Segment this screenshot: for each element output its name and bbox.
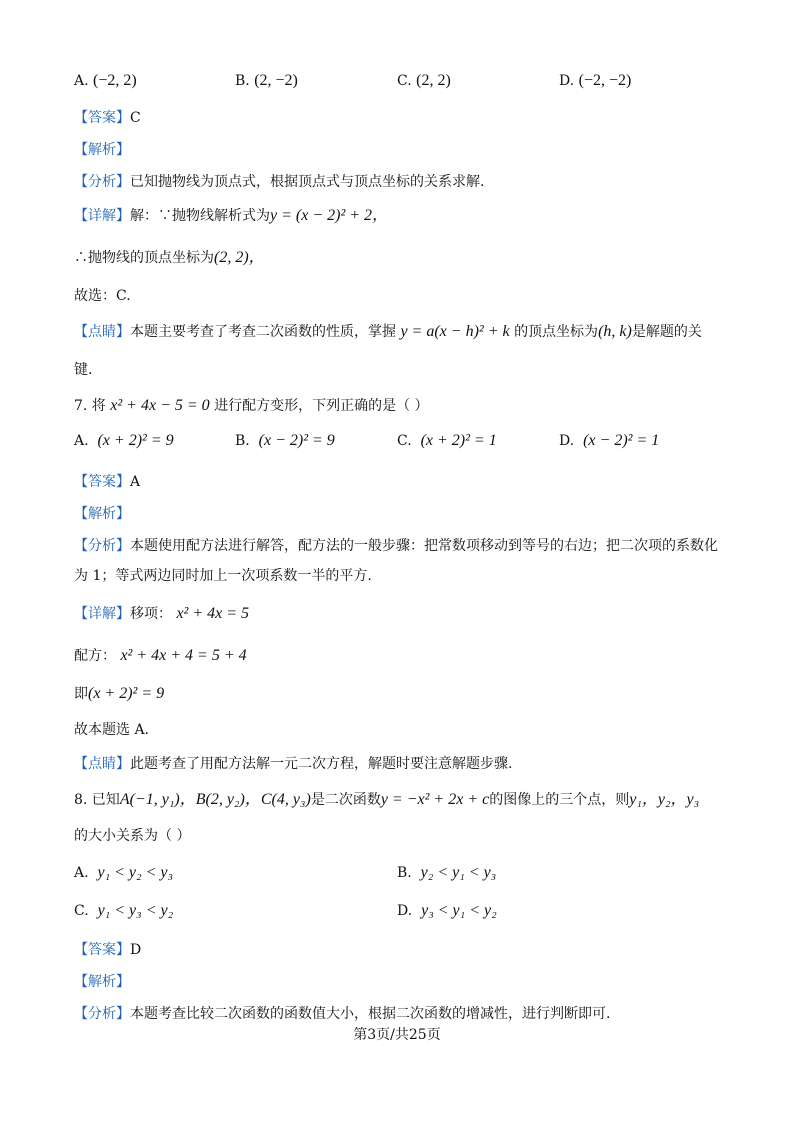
page-footer: 第3页/共25页: [353, 1027, 441, 1043]
q7-detail-move: 【详解】移项： x² + 4x = 5: [74, 605, 250, 622]
q7-jiexi: 【解析】: [74, 506, 130, 522]
prev-answer: 【答案】C: [74, 110, 141, 126]
q8-option-d: D. y₃ < y₁ < y₂: [397, 902, 497, 919]
q8-option-b: B. y₂ < y₁ < y₃: [397, 864, 497, 881]
q8-option-c: C. y₁ < y₃ < y₂: [74, 902, 174, 919]
prev-option-d: D. (−2, −2): [559, 72, 632, 89]
q7-answer: 【答案】A: [74, 474, 141, 490]
q7-comment: 【点睛】此题考查了用配方法解一元二次方程，解题时要注意解题步骤.: [74, 756, 513, 772]
prev-comment-end: 键.: [74, 362, 93, 378]
q8-option-a: A. y₁ < y₂ < y₃: [74, 864, 174, 881]
q8-answer: 【答案】D: [74, 942, 142, 958]
q7-choose: 故本题选 A.: [74, 722, 150, 738]
q7-detail-complete: 配方： x² + 4x + 4 = 5 + 4: [74, 647, 247, 664]
prev-vertex: ∴抛物线的顶点坐标为(2, 2)，: [74, 249, 265, 266]
q7-option-d: D. (x − 2)² = 1: [559, 432, 660, 449]
prev-analysis: 【分析】已知抛物线为顶点式，根据顶点式与顶点坐标的关系求解.: [74, 174, 485, 190]
prev-jiexi: 【解析】: [74, 142, 130, 158]
q8-jiexi: 【解析】: [74, 974, 130, 990]
q7-analysis-2: 为 1；等式两边同时加上一次项系数一半的平方.: [74, 568, 372, 584]
prev-comment: 【点睛】本题主要考查了考查二次函数的性质，掌握 y = a(x − h)² + k 的顶点坐标为(h, k)是解题的关: [74, 323, 702, 340]
q8-stem: 8. 已知A(−1, y₁)，B(2, y₂)，C(4, y₃)是二次函数y = −x² + 2x + c的图像上的三个点，则y₁，y₂，y₃: [74, 791, 700, 808]
q7-option-c: C. (x + 2)² = 1: [397, 432, 497, 449]
q7-analysis: 【分析】本题使用配方法进行解答，配方法的一般步骤：把常数项移动到等号的右边；把二次项的系数化: [74, 538, 718, 554]
prev-option-c: C. (2, 2): [397, 72, 451, 89]
q7-stem: 7. 将 x² + 4x − 5 = 0 进行配方变形，下列正确的是（ ）: [74, 397, 429, 414]
q7-option-a: A. (x + 2)² = 9: [74, 432, 174, 449]
q7-detail-ie: 即(x + 2)² = 9: [74, 685, 165, 702]
prev-choose: 故选：C.: [74, 288, 131, 304]
q7-option-b: B. (x − 2)² = 9: [235, 432, 335, 449]
prev-option-a: A. (−2, 2): [74, 72, 137, 89]
prev-option-b: B. (2, −2): [235, 72, 298, 89]
prev-detail: 【详解】解：∵抛物线解析式为y = (x − 2)² + 2，: [74, 207, 389, 224]
q8-stem-2: 的大小关系为（ ）: [74, 828, 191, 844]
q8-analysis: 【分析】本题考查比较二次函数的函数值大小，根据二次函数的增减性，进行判断即可.: [74, 1006, 611, 1022]
